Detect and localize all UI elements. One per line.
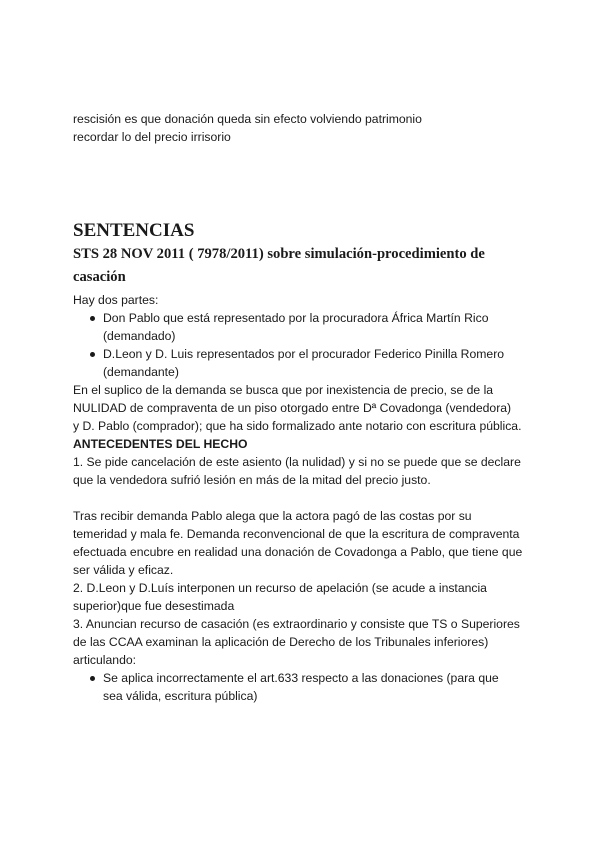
paragraph-1-line-2: que la vendedora sufrió lesión en más de la mitad del precio justo. — [73, 473, 431, 487]
bullet-icon — [90, 316, 95, 321]
suplico-line-3: y D. Pablo (comprador); que ha sido formalizado ante notario con escritura pública. — [73, 419, 522, 433]
suplico-line-1: En el suplico de la demanda se busca que por inexistencia de precio, se de la — [73, 383, 494, 397]
paragraph-2-line-3: efectuada encubre en realidad una donación de Covadonga a Pablo, que tiene que — [73, 545, 523, 559]
case-title-line-1: STS 28 NOV 2011 ( 7978/2011) sobre simulación-procedimiento de — [73, 246, 485, 262]
party-1-line-2: (demandado) — [103, 329, 176, 343]
paragraph-4-line-1: 3. Anuncian recurso de casación (es extraordinario y consiste que TS o Superiores — [73, 617, 520, 631]
bullet-icon — [90, 352, 95, 357]
paragraph-4-line-2: de las CCAA examinan la aplicación de Derecho de los Tribunales inferiores) — [73, 635, 489, 649]
paragraph-2-line-1: Tras recibir demanda Pablo alega que la actora pagó de las costas por su — [73, 509, 472, 523]
case-title-line-2: casación — [73, 269, 126, 285]
paragraph-3-line-2: superior)que fue desestimada — [73, 599, 235, 613]
party-1-line-1: Don Pablo que está representado por la procuradora África Martín Rico — [103, 311, 489, 325]
antecedentes-heading: ANTECEDENTES DEL HECHO — [73, 437, 248, 451]
bullet-1-line-2: sea válida, escritura pública) — [103, 689, 258, 703]
paragraph-1-line-1: 1. Se pide cancelación de este asiento (la nulidad) y si no se puede que se declare — [73, 455, 521, 469]
party-2-line-1: D.Leon y D. Luis representados por el procurador Federico Pinilla Romero — [103, 347, 505, 361]
parties-intro: Hay dos partes: — [73, 293, 159, 307]
paragraph-4-line-3: articulando: — [73, 653, 137, 667]
note-line-2: recordar lo del precio irrisorio — [73, 130, 231, 144]
paragraph-3-line-1: 2. D.Leon y D.Luís interponen un recurso de apelación (se acude a instancia — [73, 581, 487, 595]
note-line-1: rescisión es que donación queda sin efecto volviendo patrimonio — [73, 112, 422, 126]
suplico-line-2: NULIDAD de compraventa de un piso otorgado entre Dª Covadonga (vendedora) — [73, 401, 512, 415]
bullet-1-line-1: Se aplica incorrectamente el art.633 respecto a las donaciones (para que — [103, 671, 499, 685]
party-2-line-2: (demandante) — [103, 365, 179, 379]
paragraph-2-line-4: ser válida y eficaz. — [73, 563, 174, 577]
bullet-icon — [90, 676, 95, 681]
section-title: SENTENCIAS — [73, 220, 195, 241]
paragraph-2-line-2: temeridad y mala fe. Demanda reconvencional de que la escritura de compraventa — [73, 527, 520, 541]
